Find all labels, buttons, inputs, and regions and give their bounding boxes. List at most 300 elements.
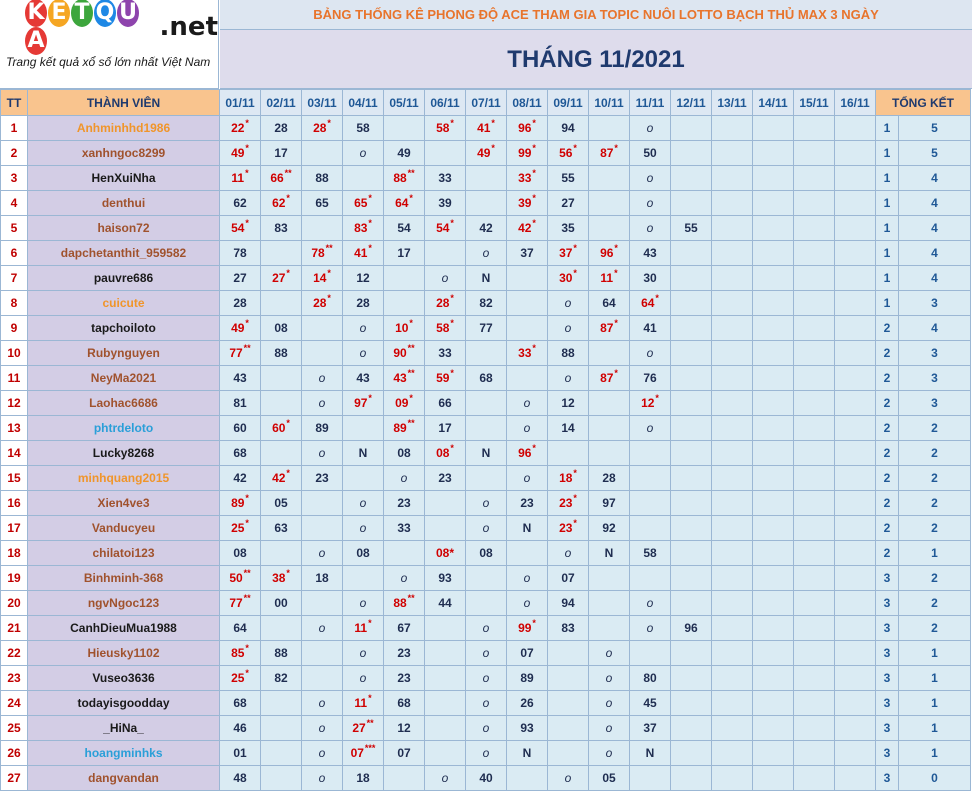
cell-value: o	[400, 571, 408, 585]
hit-marker: *	[532, 343, 536, 353]
day-cell	[425, 116, 466, 141]
day-cell	[425, 216, 466, 241]
day-cell	[507, 741, 548, 766]
cell-value: 40	[479, 771, 493, 785]
stats-table	[0, 89, 971, 791]
day-cell	[466, 491, 507, 516]
cell-value: 14	[313, 271, 327, 285]
hit-marker: *	[573, 268, 577, 278]
table-row	[1, 516, 971, 541]
day-cell	[220, 166, 261, 191]
member-name[interactable]: minhquang2015	[28, 466, 220, 491]
member-name[interactable]: HenXuiNha	[28, 166, 220, 191]
member-name[interactable]: phtrdeloto	[28, 416, 220, 441]
day-cell	[835, 316, 876, 341]
day-cell	[630, 391, 671, 416]
day-cell	[753, 691, 794, 716]
cell-value: 27	[233, 271, 247, 285]
member-name[interactable]: cuicute	[28, 291, 220, 316]
hit-marker: *	[450, 293, 454, 303]
cell-value: 08*	[435, 546, 455, 560]
member-name[interactable]: ngvNgoc123	[28, 591, 220, 616]
cell-value: o	[441, 771, 449, 785]
cell-value: 58	[436, 321, 450, 335]
day-cell	[548, 116, 589, 141]
member-name[interactable]: Hieusky1102	[28, 641, 220, 666]
cell-value: 07	[350, 746, 364, 760]
day-cell	[794, 416, 835, 441]
day-cell	[712, 641, 753, 666]
cell-value: 82	[479, 296, 493, 310]
table-row	[1, 491, 971, 516]
cell-value: o	[482, 746, 490, 760]
day-cell	[466, 666, 507, 691]
day-cell	[384, 241, 425, 266]
day-cell	[794, 741, 835, 766]
day-cell	[343, 141, 384, 166]
day-cell	[835, 591, 876, 616]
hit-marker: *	[573, 143, 577, 153]
day-cell	[630, 166, 671, 191]
cell-value: 50	[229, 571, 243, 585]
cell-value: o	[646, 621, 654, 635]
day-cell	[425, 241, 466, 266]
row-number: 1	[1, 116, 28, 141]
member-name[interactable]: Anhminhhd1986	[28, 116, 220, 141]
col-header-day: 14/11	[753, 90, 794, 116]
day-cell	[466, 241, 507, 266]
day-cell	[630, 691, 671, 716]
cell-value: 94	[561, 596, 575, 610]
cell-value: 93	[520, 721, 534, 735]
day-cell	[794, 516, 835, 541]
cell-value: 85	[231, 646, 245, 660]
day-cell	[548, 541, 589, 566]
day-cell	[589, 316, 630, 341]
cell-value: 43	[643, 246, 657, 260]
cell-value: o	[523, 396, 531, 410]
cell-value: o	[482, 696, 490, 710]
cell-value: 77	[229, 346, 243, 360]
member-name[interactable]: todayisgoodday	[28, 691, 220, 716]
day-cell	[712, 541, 753, 566]
day-cell	[466, 391, 507, 416]
logo-net: .net	[159, 12, 218, 42]
logo-letter: Q	[95, 0, 115, 25]
cell-value: 23	[397, 671, 411, 685]
hit-marker: *	[368, 393, 372, 403]
hit-marker: *	[245, 318, 249, 328]
day-cell	[343, 741, 384, 766]
summary-hits: 4	[899, 166, 971, 191]
day-cell	[507, 691, 548, 716]
member-name[interactable]: tapchoiloto	[28, 316, 220, 341]
day-cell	[384, 616, 425, 641]
cell-value: o	[564, 371, 572, 385]
day-cell	[384, 316, 425, 341]
day-cell	[671, 466, 712, 491]
day-cell	[712, 491, 753, 516]
logo-tagline: Trang kết quả xổ số lớn nhất Việt Nam	[6, 55, 211, 69]
summary-hits: 1	[899, 741, 971, 766]
cell-value: o	[482, 246, 490, 260]
day-cell	[548, 716, 589, 741]
summary-days: 1	[876, 191, 899, 216]
hit-marker: *	[409, 193, 413, 203]
day-cell	[507, 716, 548, 741]
day-cell	[466, 741, 507, 766]
cell-value: o	[646, 196, 654, 210]
member-name[interactable]: CanhDieuMua1988	[28, 616, 220, 641]
cell-value: o	[318, 396, 326, 410]
cell-value: 23	[438, 471, 452, 485]
day-cell	[425, 641, 466, 666]
cell-value: o	[318, 721, 326, 735]
member-name[interactable]: _HiNa_	[28, 716, 220, 741]
day-cell	[261, 216, 302, 241]
member-name[interactable]: NeyMa2021	[28, 366, 220, 391]
cell-value: 89	[315, 421, 329, 435]
day-cell	[220, 441, 261, 466]
row-number: 4	[1, 191, 28, 216]
day-cell	[835, 341, 876, 366]
hit-marker: *	[614, 368, 618, 378]
cell-value: 49	[231, 321, 245, 335]
cell-value: 07	[561, 571, 575, 585]
day-cell	[343, 291, 384, 316]
day-cell	[507, 666, 548, 691]
hit-marker: *	[491, 143, 495, 153]
day-cell	[835, 166, 876, 191]
cell-value: o	[605, 721, 613, 735]
hit-marker: *	[532, 168, 536, 178]
row-number: 17	[1, 516, 28, 541]
day-cell	[589, 216, 630, 241]
hit-marker: *	[245, 143, 249, 153]
cell-value: o	[523, 421, 531, 435]
member-name[interactable]: Xien4ve3	[28, 491, 220, 516]
table-row	[1, 466, 971, 491]
day-cell	[507, 641, 548, 666]
day-cell	[589, 616, 630, 641]
day-cell	[712, 341, 753, 366]
summary-hits: 3	[899, 391, 971, 416]
day-cell	[589, 366, 630, 391]
day-cell	[384, 141, 425, 166]
day-cell	[589, 541, 630, 566]
day-cell	[712, 416, 753, 441]
day-cell	[507, 216, 548, 241]
cell-value: o	[646, 346, 654, 360]
hit-marker: *	[614, 268, 618, 278]
day-cell	[794, 216, 835, 241]
col-header-day: 04/11	[343, 90, 384, 116]
day-cell	[671, 316, 712, 341]
day-cell	[466, 366, 507, 391]
col-header-day: 09/11	[548, 90, 589, 116]
day-cell	[671, 166, 712, 191]
cell-value: 33	[518, 171, 532, 185]
cell-value: 07	[397, 746, 411, 760]
cell-value: o	[564, 546, 572, 560]
cell-value: 37	[559, 246, 573, 260]
cell-value: 96	[684, 621, 698, 635]
col-header-day: 02/11	[261, 90, 302, 116]
hit-marker: *	[614, 243, 618, 253]
cell-value: 64	[641, 296, 655, 310]
day-cell	[630, 666, 671, 691]
member-name[interactable]: Laohac6686	[28, 391, 220, 416]
cell-value: N	[522, 746, 532, 760]
table-row	[1, 141, 971, 166]
day-cell	[220, 541, 261, 566]
summary-hits: 3	[899, 341, 971, 366]
day-cell	[630, 641, 671, 666]
hit-marker: *	[614, 318, 618, 328]
day-cell	[671, 116, 712, 141]
day-cell	[466, 691, 507, 716]
cell-value: 99	[518, 621, 532, 635]
cell-value: o	[523, 571, 531, 585]
col-header-day: 10/11	[589, 90, 630, 116]
day-cell	[630, 541, 671, 566]
member-name[interactable]: Lucky8268	[28, 441, 220, 466]
day-cell	[671, 441, 712, 466]
cell-value: 08	[397, 446, 411, 460]
day-cell	[507, 516, 548, 541]
day-cell	[835, 716, 876, 741]
day-cell	[630, 341, 671, 366]
day-cell	[794, 241, 835, 266]
day-cell	[794, 666, 835, 691]
day-cell	[220, 516, 261, 541]
cell-value: 45	[643, 696, 657, 710]
day-cell	[589, 166, 630, 191]
summary-days: 3	[876, 691, 899, 716]
day-cell	[302, 741, 343, 766]
hit-marker: *	[245, 643, 249, 653]
cell-value: 11	[354, 621, 368, 635]
ketqua-logo[interactable]	[0, 0, 219, 89]
member-name[interactable]: Binhminh-368	[28, 566, 220, 591]
day-cell	[589, 766, 630, 791]
summary-days: 1	[876, 116, 899, 141]
day-cell	[753, 641, 794, 666]
cell-value: 80	[643, 671, 657, 685]
day-cell	[835, 566, 876, 591]
day-cell	[630, 441, 671, 466]
col-header-tt: TT	[1, 90, 28, 116]
day-cell	[589, 591, 630, 616]
cell-value: N	[645, 746, 655, 760]
cell-value: 28	[356, 296, 370, 310]
cell-value: 28	[233, 296, 247, 310]
day-cell	[343, 241, 384, 266]
day-cell	[302, 616, 343, 641]
cell-value: 49	[397, 146, 411, 160]
day-cell	[630, 291, 671, 316]
day-cell	[548, 491, 589, 516]
day-cell	[384, 641, 425, 666]
cell-value: o	[564, 296, 572, 310]
cell-value: 23	[397, 646, 411, 660]
cell-value: o	[482, 671, 490, 685]
day-cell	[548, 316, 589, 341]
day-cell	[343, 541, 384, 566]
cell-value: 05	[602, 771, 616, 785]
cell-value: 23	[559, 521, 573, 535]
day-cell	[425, 191, 466, 216]
member-name[interactable]: chilatoi123	[28, 541, 220, 566]
day-cell	[753, 716, 794, 741]
cell-value: 12	[356, 271, 370, 285]
cell-value: N	[481, 446, 491, 460]
cell-value: 08	[233, 546, 247, 560]
day-cell	[794, 316, 835, 341]
day-cell	[261, 441, 302, 466]
logo-letter: T	[71, 0, 93, 27]
member-name[interactable]: hoangminhks	[28, 741, 220, 766]
day-cell	[753, 491, 794, 516]
day-cell	[671, 691, 712, 716]
cell-value: 18	[315, 571, 329, 585]
cell-value: 68	[233, 696, 247, 710]
cell-value: 28	[274, 121, 288, 135]
cell-value: 89	[520, 671, 534, 685]
hit-marker: *	[286, 193, 290, 203]
day-cell	[220, 716, 261, 741]
member-name[interactable]: denthui	[28, 191, 220, 216]
day-cell	[671, 291, 712, 316]
day-cell	[589, 466, 630, 491]
day-cell	[630, 241, 671, 266]
day-cell	[425, 291, 466, 316]
day-cell	[302, 766, 343, 791]
day-cell	[835, 266, 876, 291]
cell-value: 78	[233, 246, 247, 260]
cell-value: 08	[436, 446, 450, 460]
summary-days: 3	[876, 641, 899, 666]
day-cell	[466, 766, 507, 791]
cell-value: 62	[272, 196, 286, 210]
day-cell	[630, 491, 671, 516]
day-cell	[548, 416, 589, 441]
day-cell	[712, 566, 753, 591]
cell-value: 28	[313, 121, 327, 135]
cell-value: 67	[397, 621, 411, 635]
day-cell	[630, 466, 671, 491]
cell-value: 97	[354, 396, 368, 410]
hit-marker: *	[368, 193, 372, 203]
cell-value: 56	[559, 146, 573, 160]
day-cell	[835, 116, 876, 141]
member-name[interactable]: Rubynguyen	[28, 341, 220, 366]
cell-value: o	[605, 646, 613, 660]
cell-value: N	[481, 271, 491, 285]
member-name[interactable]: pauvre686	[28, 266, 220, 291]
member-name[interactable]: dapchetanthit_959582	[28, 241, 220, 266]
cell-value: 49	[231, 146, 245, 160]
day-cell	[261, 741, 302, 766]
day-cell	[753, 241, 794, 266]
row-number: 22	[1, 641, 28, 666]
cell-value: 89	[231, 496, 245, 510]
day-cell	[220, 616, 261, 641]
day-cell	[425, 566, 466, 591]
cell-value: 33	[438, 171, 452, 185]
day-cell	[302, 691, 343, 716]
member-name[interactable]: Vuseo3636	[28, 666, 220, 691]
cell-value: o	[564, 771, 572, 785]
member-name[interactable]: xanhngoc8299	[28, 141, 220, 166]
day-cell	[835, 291, 876, 316]
cell-value: 81	[233, 396, 247, 410]
summary-days: 2	[876, 491, 899, 516]
day-cell	[794, 391, 835, 416]
day-cell	[302, 516, 343, 541]
day-cell	[466, 116, 507, 141]
row-number: 21	[1, 616, 28, 641]
day-cell	[548, 241, 589, 266]
hit-marker: *	[368, 243, 372, 253]
hit-marker: *	[532, 143, 536, 153]
member-name[interactable]: dangvandan	[28, 766, 220, 791]
cell-value: o	[318, 621, 326, 635]
table-row	[1, 291, 971, 316]
hit-marker: *	[286, 468, 290, 478]
cell-value: 63	[274, 521, 288, 535]
day-cell	[261, 341, 302, 366]
hit-marker: *	[327, 268, 331, 278]
day-cell	[425, 766, 466, 791]
summary-hits: 1	[899, 691, 971, 716]
cell-value: 22	[231, 121, 245, 135]
hit-marker: *	[491, 118, 495, 128]
day-cell	[671, 216, 712, 241]
day-cell	[261, 166, 302, 191]
cell-value: 27	[561, 196, 575, 210]
cell-value: 64	[233, 621, 247, 635]
cell-value: 37	[520, 246, 534, 260]
cell-value: 35	[561, 221, 575, 235]
day-cell	[261, 616, 302, 641]
day-cell	[220, 416, 261, 441]
cell-value: o	[359, 521, 367, 535]
day-cell	[712, 466, 753, 491]
day-cell	[261, 391, 302, 416]
hit-marker: **	[325, 243, 333, 253]
member-name[interactable]: haison72	[28, 216, 220, 241]
day-cell	[753, 766, 794, 791]
day-cell	[630, 191, 671, 216]
day-cell	[425, 616, 466, 641]
member-name[interactable]: Vanducyeu	[28, 516, 220, 541]
day-cell	[220, 566, 261, 591]
day-cell	[712, 716, 753, 741]
summary-days: 3	[876, 591, 899, 616]
cell-value: 41	[477, 121, 491, 135]
day-cell	[794, 366, 835, 391]
day-cell	[343, 191, 384, 216]
hit-marker: **	[407, 593, 415, 603]
day-cell	[630, 616, 671, 641]
cell-value: 23	[559, 496, 573, 510]
day-cell	[261, 241, 302, 266]
cell-value: o	[359, 646, 367, 660]
summary-hits: 2	[899, 516, 971, 541]
day-cell	[671, 591, 712, 616]
day-cell	[220, 491, 261, 516]
